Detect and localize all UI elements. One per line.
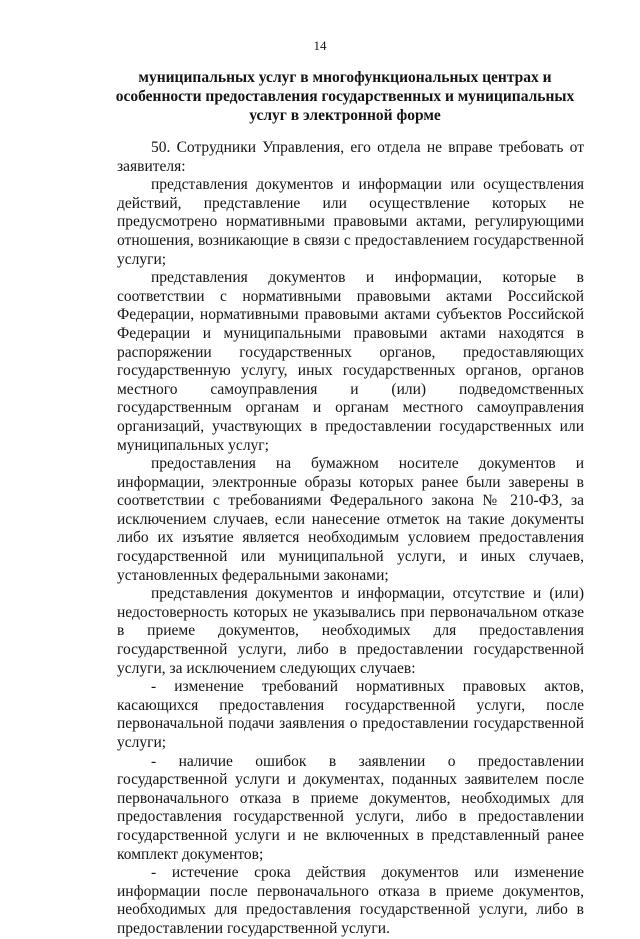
heading-line: муниципальных услуг в многофункциональных центрах и <box>138 69 552 86</box>
paragraph: представления документов и информации, которые в соответствии с нормативными правовыми актами Российской Федерации, нормативными правовыми актами субъектов Российской Федерации и муниципальными правовыми актами находятся в распоряжении государственных органов, предоставляющих государственную услугу, иных государственных органов, органов местного самоуправления и (или) подведомственных государственным органам и органам местного самоуправления организаций, участвующих в предоставлении государственных или муниципальных услуг; <box>117 269 584 454</box>
list-item: - истечение срока действия документов или изменение информации после первоначального отказа в приеме документов, необходимых для предоставления государственной услуги, либо в предоставлении государственной услуги. <box>117 864 584 937</box>
section-heading <box>110 68 580 125</box>
list-item: - наличие ошибок в заявлении о предоставлении государственной услуги и документах, поданных заявителем после первоначального отказа в приеме документов, необходимых для предоставления государственной услуги, либо в предоставлении государственной услуги и не включенных в представленный ранее комплект документов; <box>117 752 584 863</box>
heading-line: особенности предоставления государственных и муниципальных <box>115 88 575 105</box>
paragraph: предоставления на бумажном носителе документов и информации, электронные образы которых ранее были заверены в соответствии с требованиями Федерального закона № 210-ФЗ, за исключением случаев, если нанесение отметок на такие документы либо их изъятие является необходимым условием предоставления государственной или муниципальной услуги, и иных случаев, установленных федеральными законами; <box>117 455 584 584</box>
paragraph: представления документов и информации, отсутствие и (или) недостоверность которых не указывались при первоначальном отказе в приеме документов, необходимых для предоставления государственной услуги, либо в предоставлении государственной услуги, за исключением следующих случаев: <box>117 585 584 677</box>
page-number: 14 <box>313 38 327 53</box>
paragraph-clause-50: 50. Сотрудники Управления, его отдела не вправе требовать от заявителя: <box>117 139 584 175</box>
list-item: - изменение требований нормативных правовых актов, касающихся предоставления государственной услуги, после первоначальной подачи заявления о предоставлении государственной услуги; <box>117 678 584 751</box>
paragraph: представления документов и информации или осуществления действий, представление или осуществление которых не предусмотрено нормативными правовыми актами, регулирующими отношения, возникающие в связи с предоставлением государственной услуги; <box>117 176 584 268</box>
heading-line: услуг в электронной форме <box>249 107 441 124</box>
document-body <box>117 139 584 939</box>
